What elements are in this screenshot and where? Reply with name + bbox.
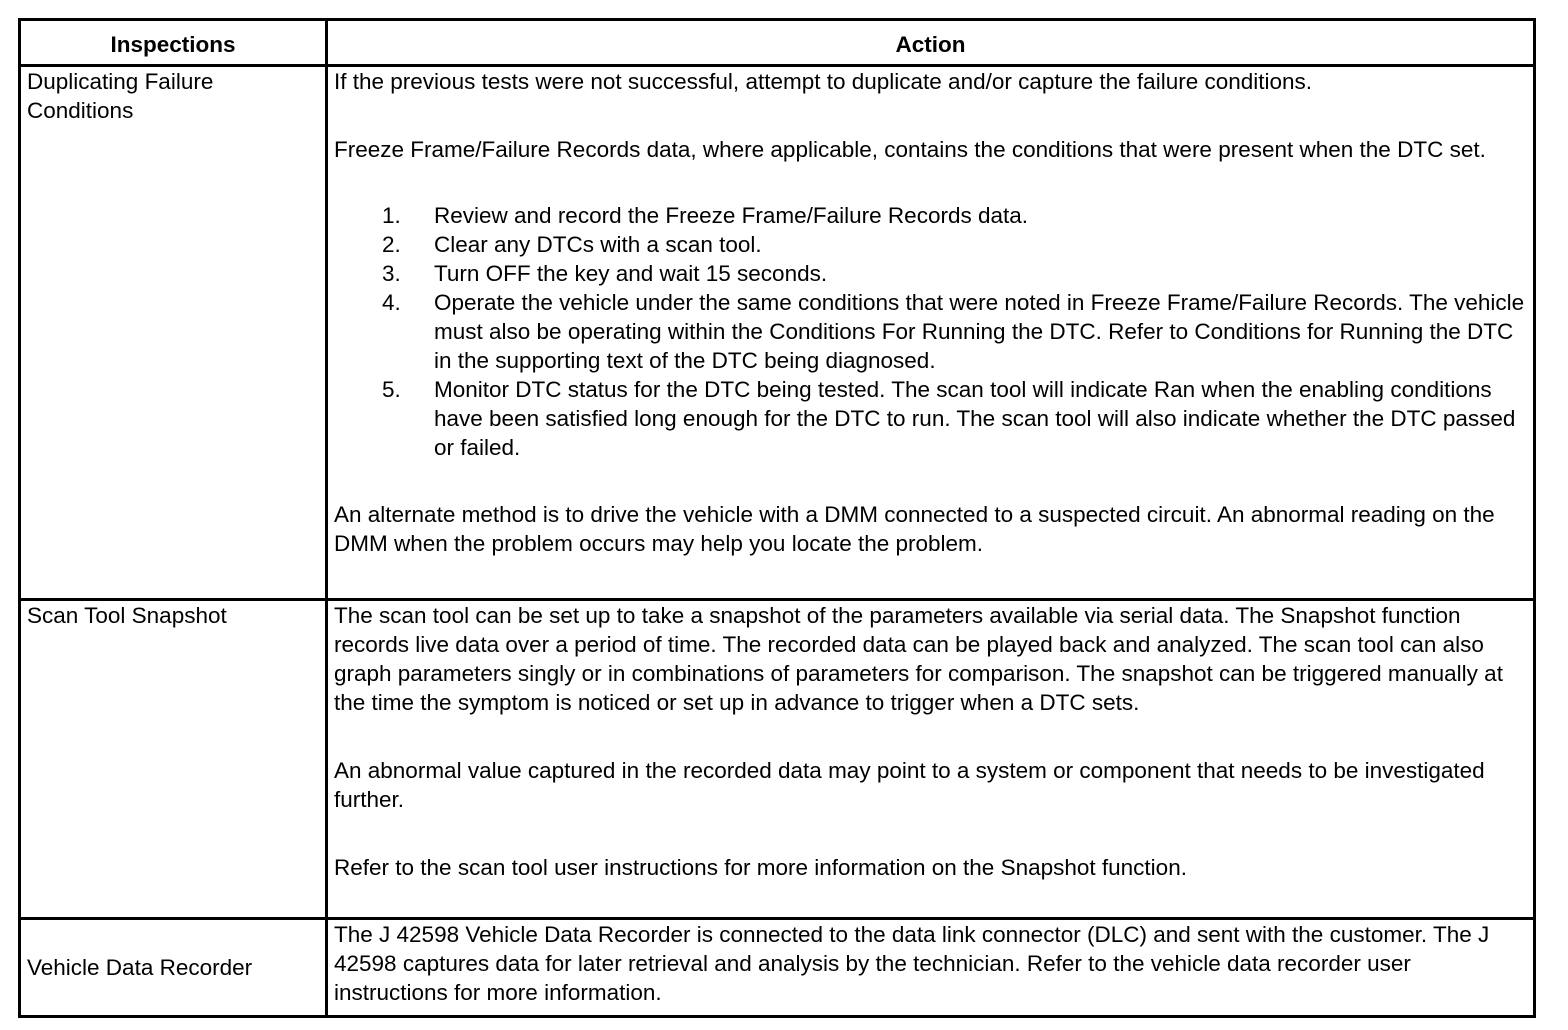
action-snapshot-abnormal: An abnormal value captured in the recorded data may point to a system or component that needs to be investigated further. [334,758,1485,812]
inspection-cell: Scan Tool Snapshot [20,600,327,919]
step-number: 4. [382,290,401,315]
action-recorder-description: The J 42598 Vehicle Data Recorder is connected to the data link connector (DLC) and sent with the customer. The J 42598 captures data for later retrieval and analysis by the technician. Refer to the vehicle data recorder user instructions for more information. [334,922,1490,1005]
header-inspections: Inspections [20,20,327,66]
list-item [334,259,1527,288]
table-header-row [20,20,1535,66]
step-text: Turn OFF the key and wait 15 seconds. [434,261,828,286]
step-number: 3. [382,261,401,286]
table-row [20,600,1535,919]
action-cell [327,66,1535,600]
list-item [334,375,1527,462]
table-row [20,919,1535,1017]
step-number: 1. [382,203,401,228]
header-action: Action [327,20,1535,66]
step-text: Review and record the Freeze Frame/Failure Records data. [434,203,1029,228]
steps-list [334,201,1527,462]
list-item [334,201,1527,230]
step-number: 5. [382,377,401,402]
action-alternate: An alternate method is to drive the vehicle with a DMM connected to a suspected circuit. An abnormal reading on the DMM when the problem occurs may help you locate the problem. [334,502,1495,556]
action-snapshot-refer: Refer to the scan tool user instructions for more information on the Snapshot function. [334,855,1187,880]
action-cell [327,919,1535,1017]
step-text: Monitor DTC status for the DTC being tested. The scan tool will indicate Ran when the enabling conditions have been satisfied long enough for the DTC to run. The scan tool will also indicate whether the DTC passed or failed. [434,377,1516,460]
step-number: 2. [382,232,401,257]
list-item [334,230,1527,259]
inspections-table [18,18,1536,1018]
action-freeze-frame: Freeze Frame/Failure Records data, where applicable, contains the conditions that were present when the DTC set. [334,137,1486,162]
inspection-cell: Duplicating Failure Conditions [20,66,327,600]
action-intro: If the previous tests were not successful, attempt to duplicate and/or capture the failure conditions. [334,69,1313,94]
action-snapshot-description: The scan tool can be set up to take a snapshot of the parameters available via serial data. The Snapshot function records live data over a period of time. The recorded data can be played back and analyzed. The scan tool can also graph parameters singly or in combinations of parameters for comparison. The snapshot can be triggered manually at the time the symptom is noticed or set up in advance to trigger when a DTC sets. [334,603,1503,715]
table-row [20,66,1535,600]
step-text: Operate the vehicle under the same conditions that were noted in Freeze Frame/Failure Records. The vehicle must also be operating within the Conditions For Running the DTC. Refer to Conditions for Running the DTC in the supporting text of the DTC being diagnosed. [434,290,1525,373]
action-cell [327,600,1535,919]
inspection-cell: Vehicle Data Recorder [20,919,327,1017]
list-item [334,288,1527,375]
step-text: Clear any DTCs with a scan tool. [434,232,762,257]
